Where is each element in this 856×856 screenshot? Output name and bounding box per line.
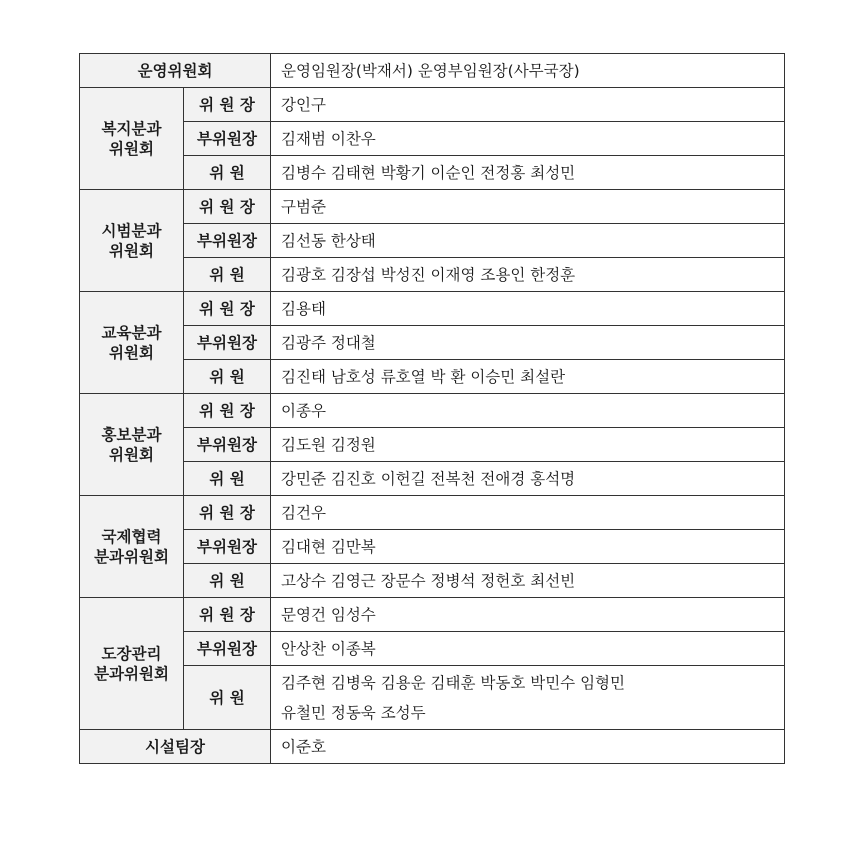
committee-name-line1: 홍보분과 — [101, 425, 162, 444]
committee-name-line1: 국제협력 — [101, 527, 162, 546]
role-vice-chair: 부위원장 — [184, 122, 271, 156]
vice-chair-value: 안상찬 이종복 — [271, 632, 785, 666]
chair-value: 문영건 임성수 — [271, 598, 785, 632]
committee-name-line1: 시범분과 — [101, 221, 162, 240]
operating-committee-value: 운영임원장(박재서) 운영부임원장(사무국장) — [271, 54, 785, 88]
role-vice-chair: 부위원장 — [184, 428, 271, 462]
operating-committee-row — [80, 54, 785, 88]
committee-name-line2: 위원회 — [109, 241, 154, 260]
table-row — [80, 156, 785, 190]
committee-name-line1: 도장관리 — [101, 644, 162, 663]
committee-name-line2: 위원회 — [109, 343, 154, 362]
table-row — [80, 258, 785, 292]
members-line1: 김주현 김병욱 김용운 김태훈 박동호 박민수 임형민 — [281, 673, 625, 692]
committee-name-line2: 위원회 — [109, 139, 154, 158]
members-value: 강민준 김진호 이헌길 전복천 전애경 홍석명 — [271, 462, 785, 496]
table-row — [80, 428, 785, 462]
table-row — [80, 88, 785, 122]
role-chair: 위 원 장 — [184, 598, 271, 632]
role-chair: 위 원 장 — [184, 394, 271, 428]
table-row — [80, 292, 785, 326]
table-row — [80, 394, 785, 428]
role-member: 위 원 — [184, 258, 271, 292]
committee-table — [79, 53, 785, 764]
role-member: 위 원 — [184, 360, 271, 394]
role-chair: 위 원 장 — [184, 496, 271, 530]
role-chair: 위 원 장 — [184, 292, 271, 326]
role-vice-chair: 부위원장 — [184, 326, 271, 360]
chair-value: 강인구 — [271, 88, 785, 122]
operating-committee-label: 운영위원회 — [80, 54, 271, 88]
members-value: 고상수 김영근 장문수 정병석 정헌호 최선빈 — [271, 564, 785, 598]
members-line2: 유철민 정동욱 조성두 — [281, 703, 426, 722]
facility-value: 이준호 — [271, 730, 785, 764]
role-chair: 위 원 장 — [184, 88, 271, 122]
vice-chair-value: 김도원 김정원 — [271, 428, 785, 462]
committee-name-international — [80, 496, 184, 598]
committee-name-line2: 분과위원회 — [94, 664, 169, 683]
chair-value: 구범준 — [271, 190, 785, 224]
role-member: 위 원 — [184, 462, 271, 496]
table-row — [80, 632, 785, 666]
committee-name-line1: 교육분과 — [101, 323, 162, 342]
committee-name-line1: 복지분과 — [101, 119, 162, 138]
table-row — [80, 564, 785, 598]
committee-name-line2: 분과위원회 — [94, 547, 169, 566]
role-member: 위 원 — [184, 156, 271, 190]
vice-chair-value: 김광주 정대철 — [271, 326, 785, 360]
table-row — [80, 224, 785, 258]
table-row — [80, 360, 785, 394]
vice-chair-value: 김재범 이찬우 — [271, 122, 785, 156]
facility-label: 시설팀장 — [80, 730, 271, 764]
chair-value: 김건우 — [271, 496, 785, 530]
members-value: 김병수 김태현 박황기 이순인 전정홍 최성민 — [271, 156, 785, 190]
members-value: 김진태 남호성 류호열 박 환 이승민 최설란 — [271, 360, 785, 394]
chair-value: 이종우 — [271, 394, 785, 428]
table-row — [80, 666, 785, 730]
committee-name-dojang — [80, 598, 184, 730]
role-member: 위 원 — [184, 666, 271, 730]
table-row — [80, 598, 785, 632]
table-row — [80, 530, 785, 564]
table-row — [80, 462, 785, 496]
table-row — [80, 122, 785, 156]
table-row — [80, 326, 785, 360]
role-chair: 위 원 장 — [184, 190, 271, 224]
table-row — [80, 190, 785, 224]
committee-name-line2: 위원회 — [109, 445, 154, 464]
chair-value: 김용태 — [271, 292, 785, 326]
members-value — [271, 666, 785, 730]
committee-name-publicity — [80, 394, 184, 496]
role-member: 위 원 — [184, 564, 271, 598]
table-row — [80, 496, 785, 530]
role-vice-chair: 부위원장 — [184, 530, 271, 564]
role-vice-chair: 부위원장 — [184, 632, 271, 666]
facility-row — [80, 730, 785, 764]
vice-chair-value: 김대현 김만복 — [271, 530, 785, 564]
committee-name-demonstration — [80, 190, 184, 292]
committee-name-education — [80, 292, 184, 394]
vice-chair-value: 김선동 한상태 — [271, 224, 785, 258]
role-vice-chair: 부위원장 — [184, 224, 271, 258]
members-value: 김광호 김장섭 박성진 이재영 조용인 한정훈 — [271, 258, 785, 292]
committee-name-welfare — [80, 88, 184, 190]
